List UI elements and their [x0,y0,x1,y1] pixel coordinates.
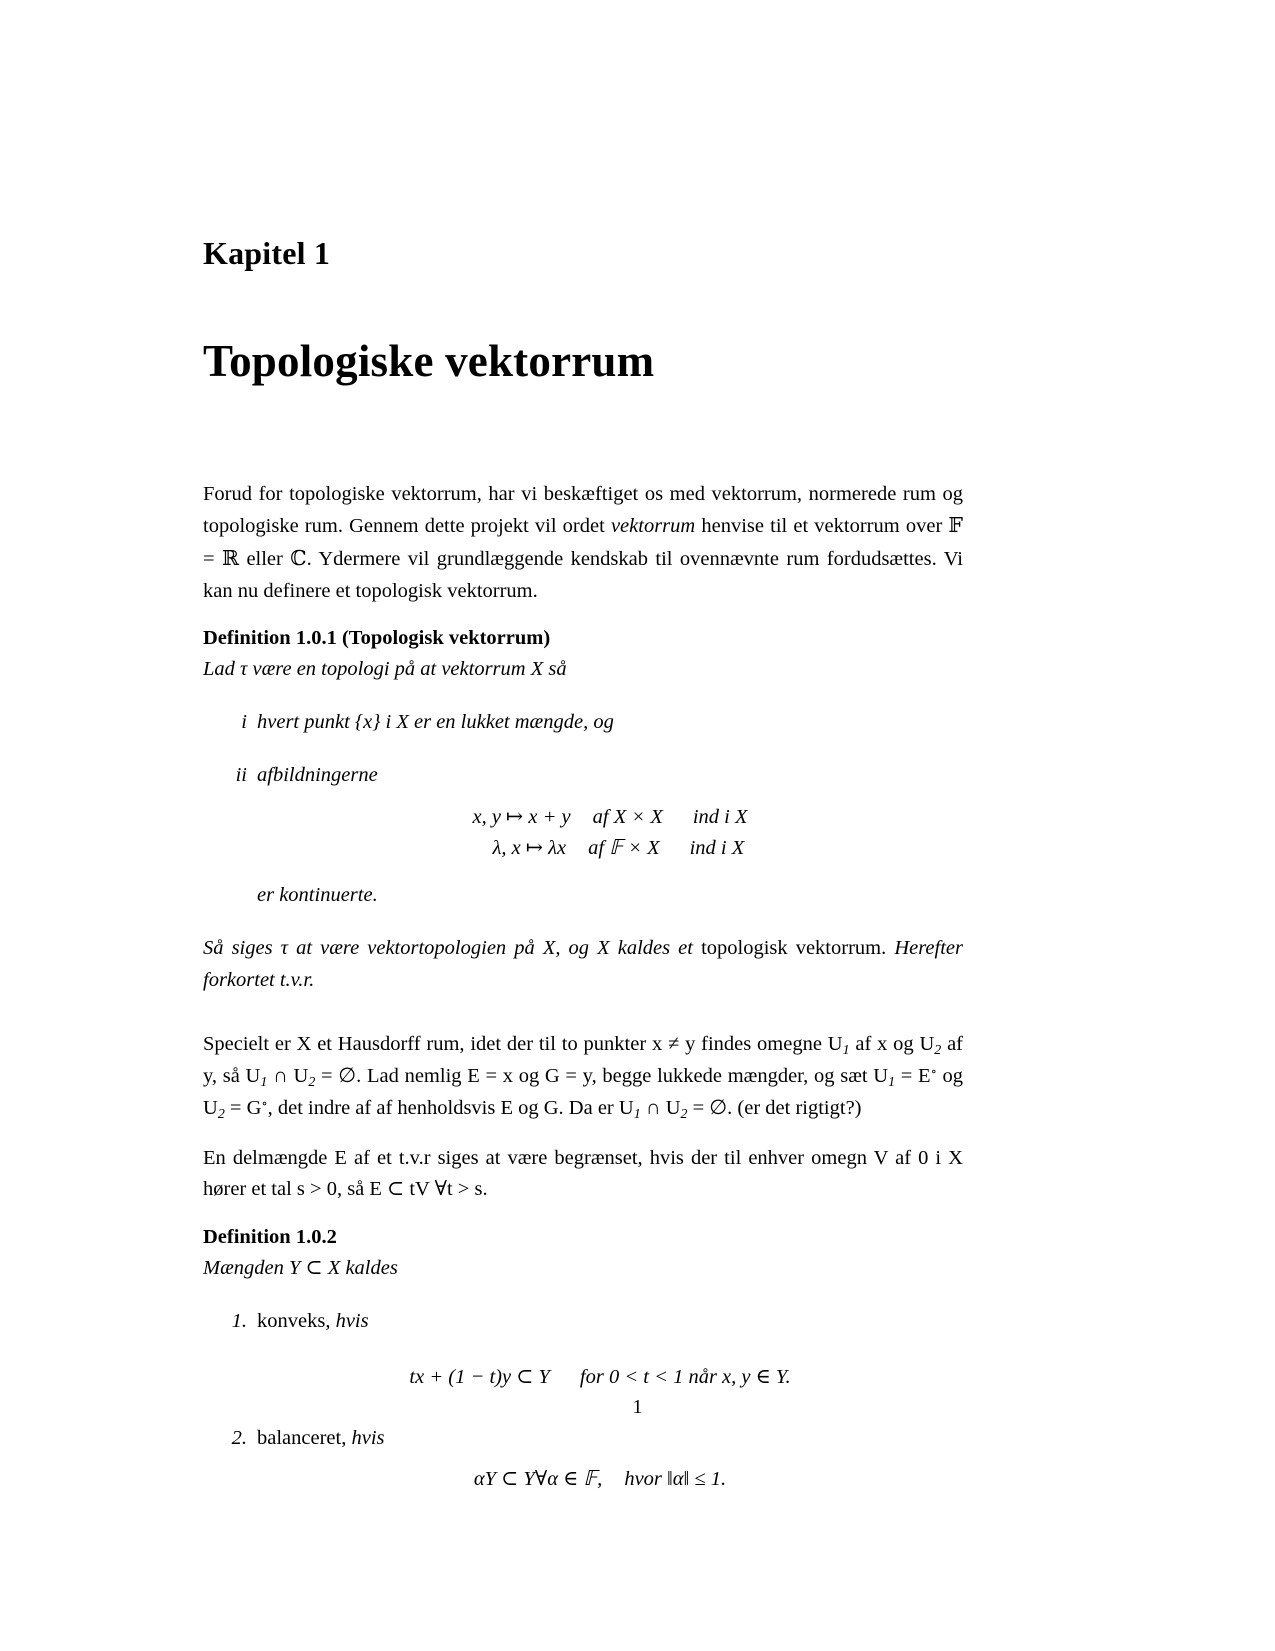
equation-expression: αY ⊂ Y∀α ∈ 𝔽, [473,1467,603,1490]
equation-map: x, y ↦ x + y [472,806,571,829]
subscript: 2 [680,1107,688,1123]
equation-codomain: ind i X [692,806,748,829]
list-item-label: balanceret, [257,1427,347,1450]
definition-1-list [203,707,963,911]
closing-text-1: Så siges τ at være vektortopologien på X, og X kaldes et [203,937,702,960]
subscript: 2 [934,1042,942,1058]
equation-codomain: ind i X [689,836,745,859]
page-number: 1 [632,1396,643,1418]
page-title: Topologiske vektorrum [203,336,655,387]
hausdorff-text-4: ∩ U [267,1064,309,1087]
definition-1-closing [203,933,963,996]
balanced-equation [237,1464,963,1495]
continuity-note: er kontinuerte. [257,884,378,907]
chapter-number: Kapitel 1 [203,235,331,271]
bounded-paragraph: En delmængde E af et t.v.r siges at være begrænset, hvis der til enhver omegn V af 0 i X hører et tal s > 0, så E ⊂ tV ∀t > s. [203,1146,963,1201]
intro-text-1: Forud for topologiske vektorrum, har vi beskæftiget os med vektorrum, normerede rum og topologiske rum. Gennem dette projekt vil ordet [203,482,963,538]
intro-text-3: . Ydermere vil grundlæggende kendskab til ovennævnte rum fordudsættes. Vi kan nu definere et topologisk vektorrum. [203,548,964,602]
equals-sign: = [203,548,222,571]
equation-domain: af X × X [592,806,663,829]
list-item [203,707,963,738]
definition-2-lead: Mængden Y ⊂ X kaldes [203,1256,398,1279]
definition-1-equations [257,802,963,863]
definition-1-heading: Definition 1.0.1 (Topologisk vektorrum) [203,627,551,650]
equation-domain: af 𝔽 × X [588,836,660,859]
list-item [203,1423,963,1495]
list-item-label: konveks, [257,1309,331,1332]
hausdorff-text-9: , det indre af af henholdsvis E og G. Da er U [267,1097,634,1120]
hausdorff-paragraph [203,1029,963,1126]
intro-paragraph [203,479,963,608]
definition-2-heading: Definition 1.0.2 [203,1226,337,1249]
equation-note: hvor ‖α‖ ≤ 1. [624,1467,727,1490]
hausdorff-text-8: = G [224,1097,262,1120]
list-item-condition: hvis [335,1309,369,1332]
equation-row [472,833,747,863]
convex-equation [237,1362,963,1393]
intro-emph: vektorrum [610,515,696,538]
interior-degree: ∘ [261,1096,268,1111]
hausdorff-text-6: = E [895,1064,931,1087]
subscript: 1 [260,1074,268,1090]
subscript: 1 [842,1042,850,1058]
hausdorff-text-3: af y, så U [203,1032,963,1087]
list-item [203,760,963,912]
closing-upright: topologisk vektorrum. [701,937,887,960]
subscript: 2 [308,1074,316,1090]
hausdorff-text-1: Specielt er X et Hausdorff rum, idet der til to punkter x ≠ y findes omegne U [203,1032,843,1055]
definition-1-lead: Lad τ være en topologi på at vektorrum X så [203,658,567,681]
list-marker: 1. [231,1309,247,1332]
field-symbol-r: ℝ [221,546,240,571]
subscript: 1 [888,1074,896,1090]
page-content [203,236,963,1495]
hausdorff-text-2: af x og U [849,1032,935,1055]
list-item-condition: hvis [351,1427,385,1450]
interior-degree: ∘ [930,1064,937,1079]
field-symbol-c: ℂ [290,546,307,571]
equation-row [472,802,747,832]
list-marker: 2. [231,1427,247,1450]
hausdorff-text-11: = ∅. (er det rigtigt?) [687,1097,862,1120]
hausdorff-text-5: = ∅. Lad nemlig E = x og G = y, begge lukkede mængder, og sæt U [315,1064,889,1087]
or-text: eller [239,548,291,571]
field-symbol-f: 𝔽 [948,513,963,538]
equation-map: λ, x ↦ λx [492,836,567,859]
list-marker: ii [235,763,247,786]
equation-expression: tx + (1 − t)y ⊂ Y [409,1366,550,1389]
intro-text-2: henvise til et vektorrum over [695,515,949,538]
equation-note: for 0 < t < 1 når x, y ∈ Y. [579,1366,791,1389]
closing-text-2: Herefter forkortet t.v.r. [203,937,963,991]
subscript: 2 [217,1107,225,1123]
list-item-label: hvert punkt {x} i X er en lukket mængde, og [257,710,614,733]
list-item-label: afbildningerne [257,763,378,786]
list-item [203,1306,963,1394]
hausdorff-text-7: og U [203,1064,964,1120]
hausdorff-text-10: ∩ U [640,1097,681,1120]
list-marker: i [241,710,247,733]
subscript: 1 [633,1107,641,1123]
